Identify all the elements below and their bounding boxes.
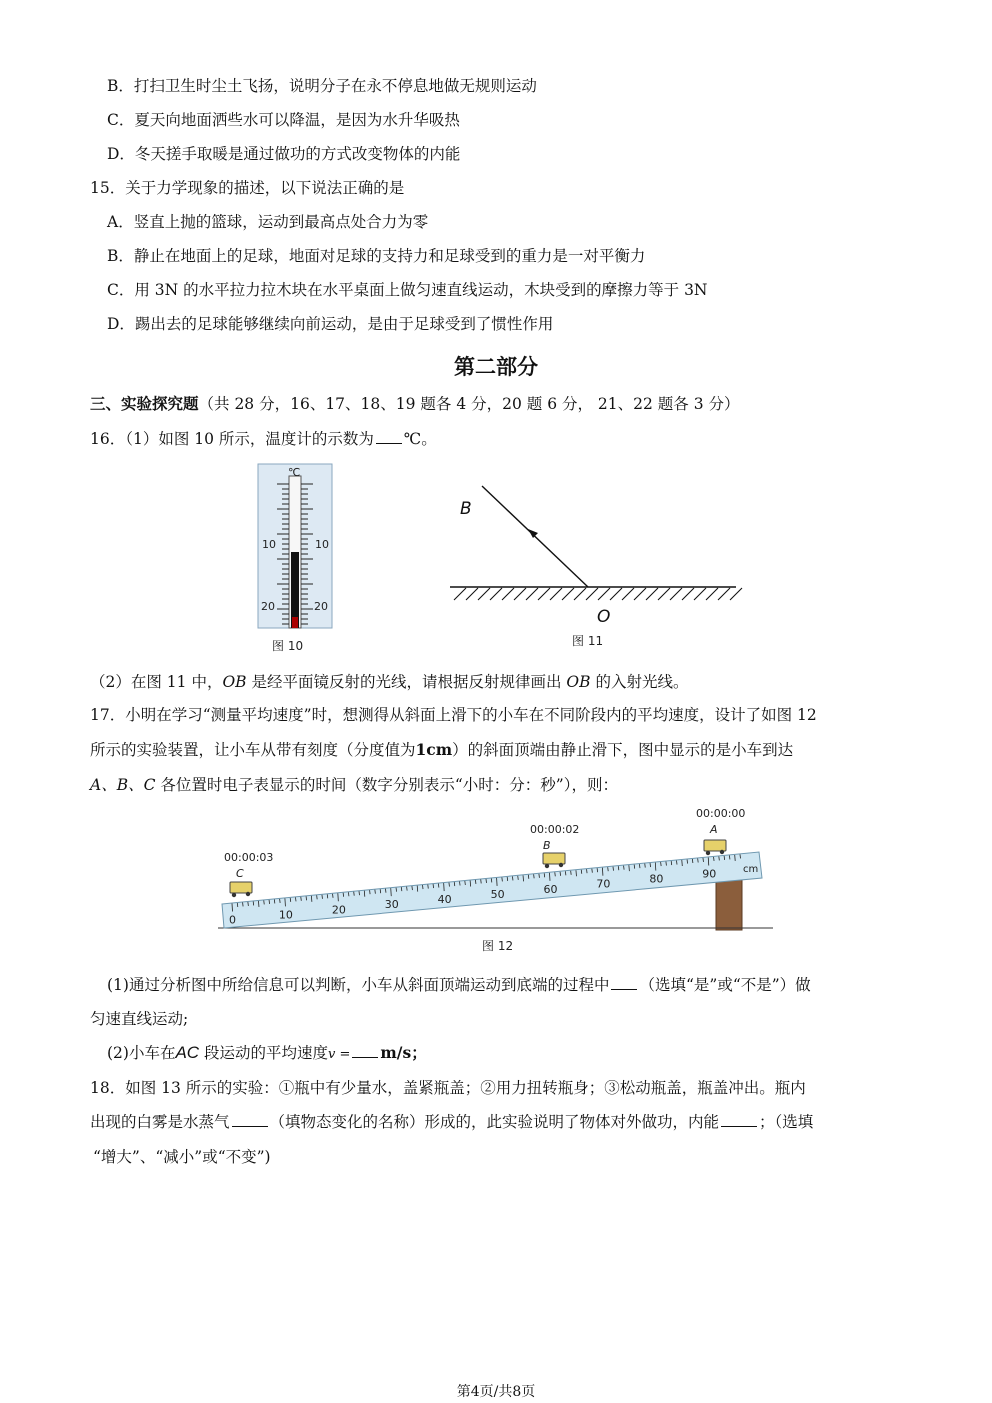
q18-line2-text-c: ；（选填 — [759, 1113, 814, 1131]
mirror-hatch-line — [706, 588, 718, 600]
ruler-tick — [624, 866, 625, 870]
mirror-hatch-line — [550, 588, 562, 600]
ruler-tick — [544, 873, 545, 877]
thermometer-unit-label: ℃ — [288, 466, 301, 479]
mirror-hatch-line — [526, 588, 538, 600]
ruler-tick — [629, 865, 630, 871]
ruler-tick — [248, 902, 249, 906]
q17-sub2-text-b: 段运动的平均速度 — [199, 1044, 329, 1062]
ruler-tick — [444, 883, 445, 891]
ruler-tick — [454, 882, 455, 886]
thermometer-figure — [256, 462, 336, 632]
tick-label-10-right: 10 — [315, 538, 329, 551]
ruler-tick — [565, 871, 566, 875]
ruler-tick — [735, 855, 736, 861]
mirror-hatch-line — [502, 588, 514, 600]
q16-part2-text-a: （2）在图 11 中， — [90, 673, 223, 691]
section-label: 三、实验探究题 — [90, 394, 199, 413]
mirror-hatch-line — [646, 588, 658, 600]
page-number: 第4页/共8页 — [456, 1384, 536, 1400]
figure-11-caption: 图 11 — [572, 634, 604, 648]
mirror-hatch-line — [598, 588, 610, 600]
answer-blank[interactable] — [721, 1112, 757, 1127]
ruler-tick — [407, 887, 408, 891]
mirror-hatch-line — [622, 588, 634, 600]
answer-blank[interactable] — [352, 1043, 378, 1058]
ruler-tick — [412, 886, 413, 890]
ruler-tick-label: 60 — [543, 882, 558, 896]
ruler-tick — [618, 866, 619, 870]
ruler-tick — [333, 894, 334, 898]
mirror-hatch-line — [562, 588, 574, 600]
ruler-tick — [671, 861, 672, 865]
ruler-tick — [375, 890, 376, 894]
mirror-hatch-line — [682, 588, 694, 600]
q16-part1 — [90, 429, 437, 449]
tick-label-10-left: 10 — [262, 538, 276, 551]
q18-line2-text-b: （填物态变化的名称）形成的，此实验说明了物体对外做功，内能 — [269, 1113, 720, 1131]
ruler-tick — [528, 875, 529, 879]
q16-part1-unit: ℃。 — [403, 430, 437, 448]
answer-blank[interactable] — [611, 975, 637, 990]
ruler-tick-label: 40 — [437, 893, 452, 907]
ruler-tick — [391, 888, 392, 896]
timer-b: 00:00:02 — [530, 823, 580, 836]
ruler-tick — [587, 869, 588, 873]
q18-line2 — [90, 1112, 813, 1132]
q17-line3-text: 各位置时电子表显示的时间（数字分别表示“小时：分：秒”），则： — [155, 776, 618, 794]
ruler-tick — [602, 868, 603, 876]
ruler-tick — [301, 897, 302, 901]
cart-b — [543, 853, 565, 868]
ruler-tick — [512, 876, 513, 880]
ruler-tick — [534, 874, 535, 878]
ruler-tick — [232, 904, 233, 912]
ruler-tick — [491, 878, 492, 882]
mirror-hatch-line — [454, 588, 466, 600]
q15-option-d: D．踢出去的足球能够继续向前运动，是由于足球受到了惯性作用 — [107, 315, 554, 333]
mirror-hatch-line — [490, 588, 502, 600]
q17-line2-text-b: ）的斜面顶端由静止滑下，图中显示的是小车到达 — [452, 741, 794, 759]
ruler-tick-label: 70 — [596, 877, 611, 891]
q17-line3 — [90, 775, 618, 795]
ruler-tick — [497, 878, 498, 886]
mirror-hatch-line — [610, 588, 622, 600]
q18-line2-text-a: 出现的白雾是水蒸气 — [90, 1113, 230, 1131]
ruler-tick — [348, 892, 349, 896]
scale-division: 1cm — [415, 740, 453, 759]
mirror-hatch-line — [730, 588, 742, 600]
label-a: A — [710, 823, 718, 836]
ruler-tick — [608, 867, 609, 871]
q16-part1-text: 16．（1）如图 10 所示，温度计的示数为 — [90, 430, 374, 448]
q16-part2-text-c: 的入射光线。 — [590, 673, 689, 691]
ruler-tick — [719, 856, 720, 860]
ruler-tick — [650, 863, 651, 867]
q18-line3: “增大”、“减小”或“不变”) — [93, 1148, 271, 1166]
ruler-tick — [264, 900, 265, 904]
answer-blank[interactable] — [232, 1112, 268, 1127]
q15-option-c: C．用 3N 的水平拉力拉木块在水平桌面上做匀速直线运动，木块受到的摩擦力等于 3N — [107, 281, 708, 299]
ruler-tick — [417, 886, 418, 892]
ruler-tick — [655, 863, 656, 871]
ruler-tick — [438, 884, 439, 888]
q17-sub1-text-b: （选填“是”或“不是”）做 — [639, 976, 811, 994]
ruler-tick — [317, 895, 318, 899]
ruler-tick — [560, 872, 561, 876]
velocity-symbol: v = — [328, 1047, 351, 1062]
q15-stem: 15．关于力学现象的描述，以下说法正确的是 — [90, 179, 405, 197]
mirror-hatch-line — [670, 588, 682, 600]
q17-line2-text-a: 所示的实验装置，让小车从带有刻度（分度值为 — [90, 741, 416, 759]
tick-label-20-left: 20 — [261, 600, 275, 613]
mirror-hatch-line — [634, 588, 646, 600]
ruler-tick — [550, 873, 551, 881]
ruler-tick — [380, 889, 381, 893]
ruler-tick — [581, 870, 582, 874]
ruler-tick — [486, 879, 487, 883]
ruler-tick — [258, 901, 259, 907]
ruler-tick — [460, 882, 461, 886]
cart-c — [230, 882, 252, 897]
ruler-tick — [449, 883, 450, 887]
ruler-tick — [280, 899, 281, 903]
ruler-tick — [682, 860, 683, 866]
ray-ob-label: OB — [222, 673, 247, 691]
ruler-tick — [285, 898, 286, 906]
ruler-tick — [576, 870, 577, 876]
label-c: C — [236, 867, 244, 880]
ruler-tick-label: 80 — [649, 872, 664, 886]
ruler-tick — [639, 864, 640, 868]
ruler-tick — [364, 891, 365, 897]
q14-option-c: C．夏天向地面洒些水可以降温，是因为水升华吸热 — [107, 111, 460, 129]
ruler-tick — [645, 864, 646, 868]
section-detail: （共 28 分，16、17、18、19 题各 4 分，20 题 6 分， 21、22 题各 3 分） — [198, 395, 740, 413]
mirror-hatch-line — [658, 588, 670, 600]
ruler-tick — [396, 888, 397, 892]
points-label: A、B、C — [90, 776, 156, 794]
point-o-label: O — [597, 607, 611, 627]
ruler-tick — [343, 893, 344, 897]
ruler-tick — [481, 879, 482, 883]
ruler-tick — [724, 856, 725, 860]
q17-line1: 17．小明在学习“测量平均速度”时，想测得从斜面上滑下的小车在不同阶段内的平均速度，设计了如图 12 — [90, 706, 817, 724]
ruler-tick — [296, 897, 297, 901]
ruler-tick — [708, 857, 709, 865]
ruler-tick — [401, 887, 402, 891]
incline-figure — [218, 800, 778, 934]
ruler-tick — [597, 868, 598, 872]
ruler-tick — [666, 862, 667, 866]
mirror-figure — [440, 480, 745, 630]
q17-line2 — [90, 740, 793, 760]
ruler-tick-label: 20 — [331, 903, 346, 917]
mirror-hatch-line — [694, 588, 706, 600]
ruler-tick — [740, 854, 741, 858]
q15-option-a: A．竖直上抛的篮球，运动到最高点处合力为零 — [107, 213, 429, 231]
ruler-tick-label: 10 — [278, 908, 293, 922]
ruler-tick — [634, 865, 635, 869]
velocity-unit: m/s； — [380, 1043, 427, 1062]
ruler-tick — [677, 861, 678, 865]
point-b-label: B — [460, 499, 472, 519]
q17-sub2 — [107, 1043, 427, 1065]
ruler-tick — [661, 862, 662, 866]
part-title: 第二部分 — [454, 355, 538, 379]
ruler-tick — [433, 884, 434, 888]
ruler-tick — [269, 900, 270, 904]
ruler-tick — [698, 858, 699, 862]
q16-part2-text-b: 是经平面镜反射的光线，请根据反射规律画出 — [246, 673, 567, 691]
ruler-tick — [475, 880, 476, 884]
ruler-tick — [729, 855, 730, 859]
ruler-tick-label: 0 — [229, 913, 236, 927]
q17-sub1-cont: 匀速直线运动; — [90, 1010, 189, 1028]
q14-option-d: D．冬天搓手取暖是通过做功的方式改变物体的内能 — [107, 145, 461, 163]
figure-12-caption: 图 12 — [482, 939, 514, 953]
ruler-tick — [274, 899, 275, 903]
segment-ac: AC — [175, 1043, 200, 1062]
ray-ob-label: OB — [566, 673, 591, 691]
q17-sub1-text-a: (1)通过分析图中所给信息可以判断，小车从斜面顶端运动到底端的过程中 — [107, 976, 610, 994]
q17-sub2-text-a: (2)小车在 — [107, 1044, 176, 1062]
mirror-hatch-line — [586, 588, 598, 600]
ruler-tick — [687, 860, 688, 864]
timer-a: 00:00:00 — [696, 807, 746, 820]
ruler-tick — [539, 874, 540, 878]
mirror-hatch-line — [514, 588, 526, 600]
ruler-tick — [354, 892, 355, 896]
ruler-tick-label: 30 — [384, 898, 399, 912]
cart-a — [704, 840, 726, 855]
ruler-tick — [555, 872, 556, 876]
mirror-hatch-line — [574, 588, 586, 600]
ruler-unit: cm — [743, 864, 759, 875]
ruler-tick — [692, 859, 693, 863]
ruler-tick — [290, 898, 291, 902]
section-heading — [90, 394, 740, 414]
ruler-tick — [428, 885, 429, 889]
ruler-tick — [703, 858, 704, 862]
ruler-tick — [253, 901, 254, 905]
q15-option-b: B．静止在地面上的足球，地面对足球的支持力和足球受到的重力是一对平衡力 — [107, 247, 646, 265]
ruler-tick — [592, 869, 593, 873]
ruler-tick — [237, 903, 238, 907]
ruler-tick — [311, 896, 312, 902]
tick-label-20-right: 20 — [314, 600, 328, 613]
ruler-tick — [518, 876, 519, 880]
ruler-tick — [470, 880, 471, 886]
ruler-tick — [385, 889, 386, 893]
ruler-tick — [502, 877, 503, 881]
ruler-tick — [370, 890, 371, 894]
ruler-tick — [338, 893, 339, 901]
ruler-tick — [571, 871, 572, 875]
ruler-tick — [465, 881, 466, 885]
ruler-tick — [714, 857, 715, 861]
ruler-tick — [613, 867, 614, 871]
timer-c: 00:00:03 — [224, 851, 274, 864]
q16-part2 — [90, 672, 688, 692]
ruler-tick — [322, 895, 323, 899]
ruler-tick — [306, 896, 307, 900]
label-b: B — [543, 839, 551, 852]
ruler-tick — [359, 891, 360, 895]
ruler-tick — [423, 885, 424, 889]
q14-option-b: B．打扫卫生时尘土飞扬，说明分子在永不停息地做无规则运动 — [107, 77, 537, 95]
mirror-hatch-line — [466, 588, 478, 600]
ruler-tick-label: 90 — [702, 867, 717, 881]
q17-sub1 — [107, 975, 811, 995]
ruler-tick — [523, 875, 524, 881]
answer-blank[interactable] — [376, 429, 402, 444]
mirror-hatch-line — [718, 588, 730, 600]
q18-line1: 18．如图 13 所示的实验：①瓶中有少量水，盖紧瓶盖；②用力扭转瓶身；③松动瓶盖，瓶盖冲出。瓶内 — [90, 1079, 806, 1097]
mirror-hatch-line — [478, 588, 490, 600]
mirror-hatch-line — [538, 588, 550, 600]
figure-10-caption: 图 10 — [272, 639, 304, 653]
ruler-tick — [243, 902, 244, 906]
ruler-tick-label: 50 — [490, 887, 505, 901]
ruler-tick — [507, 877, 508, 881]
ruler-tick — [327, 894, 328, 898]
